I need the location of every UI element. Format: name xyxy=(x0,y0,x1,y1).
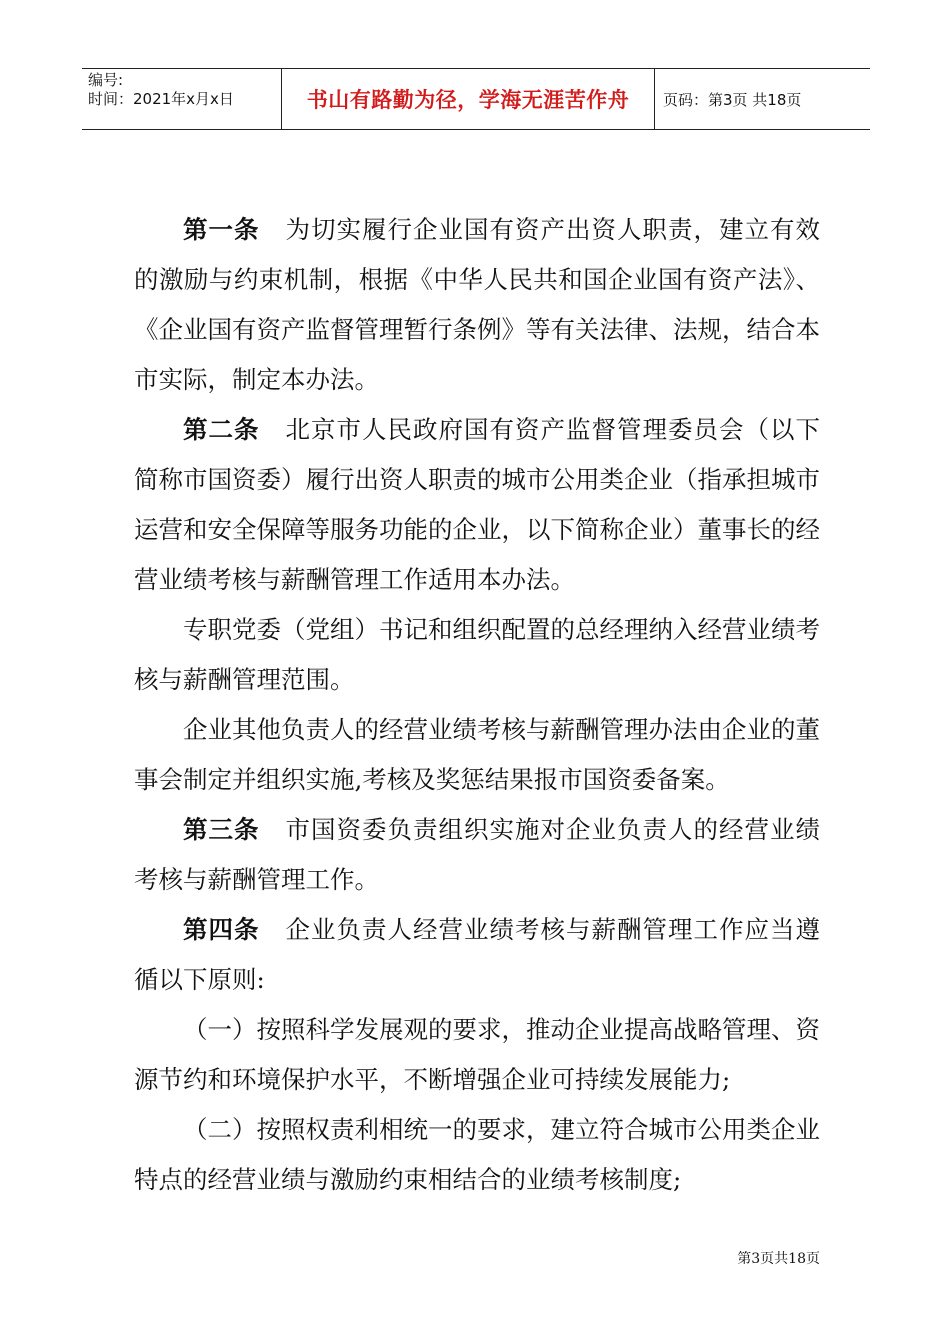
header-motto: 书山有路勤为径，学海无涯苦作舟 xyxy=(282,69,655,129)
document-time-label: 时间：2021年x月x日 xyxy=(88,90,234,108)
page-footer: 第3页共18页 xyxy=(737,1251,820,1267)
article-3 xyxy=(134,805,820,905)
article-heading: 第一条 xyxy=(183,215,260,244)
article-1 xyxy=(134,205,820,405)
paragraph: 企业其他负责人的经营业绩考核与薪酬管理办法由企业的董事会制定并组织实施,考核及奖惩结果报市国资委备案。 xyxy=(134,715,820,794)
paragraph: 专职党委（党组）书记和组织配置的总经理纳入经营业绩考核与薪酬管理范围。 xyxy=(134,615,820,694)
header-page-info: 页码：第3页 共18页 xyxy=(663,90,802,109)
article-4 xyxy=(134,905,820,1005)
article-text: 为切实履行企业国有资产出资人职责，建立有效的激励与约束机制，根据《中华人民共和国企业国有资产法》、《企业国有资产监督管理暂行条例》等有关法律、法规，结合本市实际，制定本办法。 xyxy=(134,215,820,394)
article-heading: 第四条 xyxy=(183,915,260,944)
document-number-label: 编号: xyxy=(88,71,124,89)
article-text: 北京市人民政府国有资产监督管理委员会（以下简称市国资委）履行出资人职责的城市公用类企业（指承担城市运营和安全保障等服务功能的企业，以下简称企业）董事长的经营业绩考核与薪酬管理工作适用本办法。 xyxy=(134,415,820,594)
list-item: （一）按照科学发展观的要求，推动企业提高战略管理、资源节约和环境保护水平，不断增强企业可持续发展能力; xyxy=(134,1015,820,1094)
document-body xyxy=(134,205,820,1205)
page-header xyxy=(82,68,870,130)
article-text: 企业负责人经营业绩考核与薪酬管理工作应当遵循以下原则: xyxy=(134,915,820,994)
article-heading: 第二条 xyxy=(183,415,260,444)
article-text: 市国资委负责组织实施对企业负责人的经营业绩考核与薪酬管理工作。 xyxy=(134,815,820,894)
header-meta xyxy=(82,69,282,129)
list-item: （二）按照权责利相统一的要求，建立符合城市公用类企业特点的经营业绩与激励约束相结合的业绩考核制度; xyxy=(134,1115,820,1194)
article-heading: 第三条 xyxy=(183,815,260,844)
article-2 xyxy=(134,405,820,605)
